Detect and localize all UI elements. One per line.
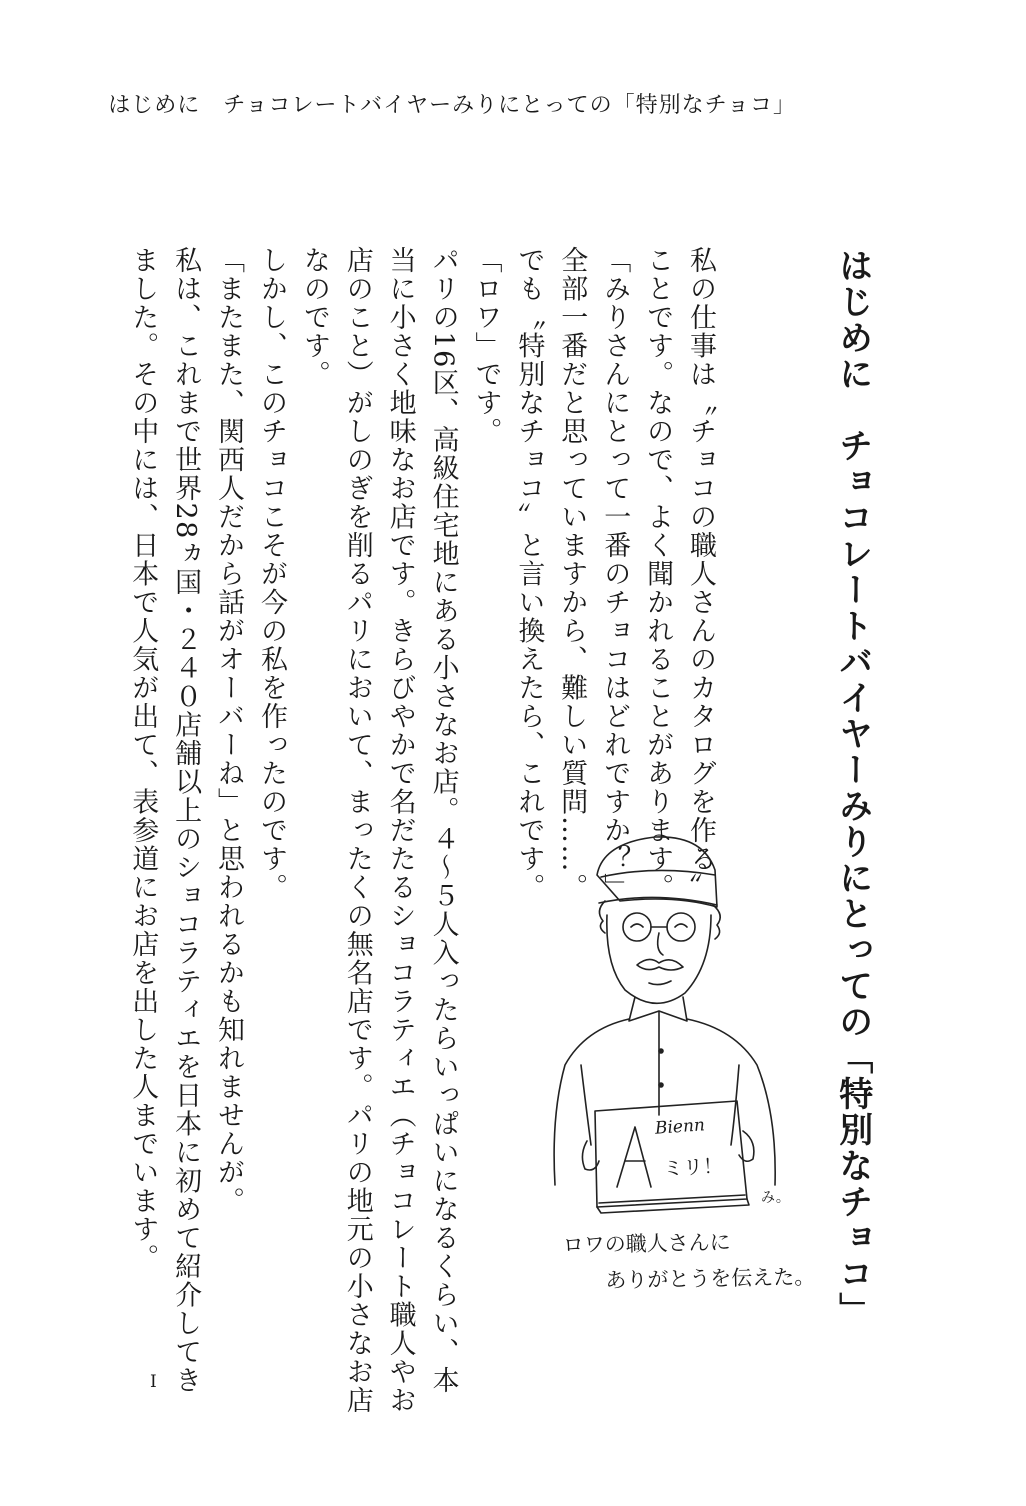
text-column: 私の仕事は〝チョコの職人さんのカタログを作る〟 [685,246,716,902]
text-column: 「またまた、関西人だから話がオーバーね」と思われるかも知れませんが。 [213,246,245,1215]
text-column: 「ロワ」です。 [470,246,502,446]
text-column: 「みりさんにとって一番のチョコはどれですか？」 [599,246,631,902]
page-number: I [150,1372,157,1392]
text-column: ました。その中には、日本で人気が出て、表参道にお店を出した人までいます。 [127,246,159,1272]
caption-line: ロワの職人さんに [562,1230,731,1258]
text-column: ことです。なので、よく聞かれることがあります。 [642,246,674,902]
sign-text: ミリ！ [662,1153,724,1181]
caption-line: ありがとうを伝えた。 [605,1264,816,1293]
running-head: はじめに チョコレートバイヤーみりにとっての「特別なチョコ」 [108,93,796,118]
text-column: 店のこと）がしのぎを削るパリにおいて、まったくの無名店です。パリの地元の小さなお店 [341,246,373,1415]
artist-signature: み。 [761,1190,790,1206]
text-column: 私は、これまで世界28ヵ国・２４０店舗以上のショコラティエを日本に初めて紹介してき [170,246,202,1395]
illustration-caption [562,1223,815,1299]
chapter-title: はじめに チョコレートバイヤーみりにとっての「特別なチョコ」 [832,248,873,1328]
text-column: でも〝特別なチョコ〟と言い換えたら、これです。 [513,246,545,902]
chocolatier-illustration [525,815,816,1305]
text-column: 当に小さく地味なお店です。きらびやかで名だたるショコラティエ（チョコレート職人やお [384,246,416,1415]
text-column: なのです。 [298,246,330,389]
sign-letter [325,815,326,816]
text-column: パリの16区、高級住宅地にある小さなお店。４～５人入ったらいっぱいになるくらい、本 [427,246,459,1395]
text-column: しかし、このチョコこそが今の私を作ったのです。 [255,246,287,902]
sign-text: Bienn [654,1115,706,1139]
text-column: 全部一番だと思っていますから、難しい質問……。 [556,246,588,902]
